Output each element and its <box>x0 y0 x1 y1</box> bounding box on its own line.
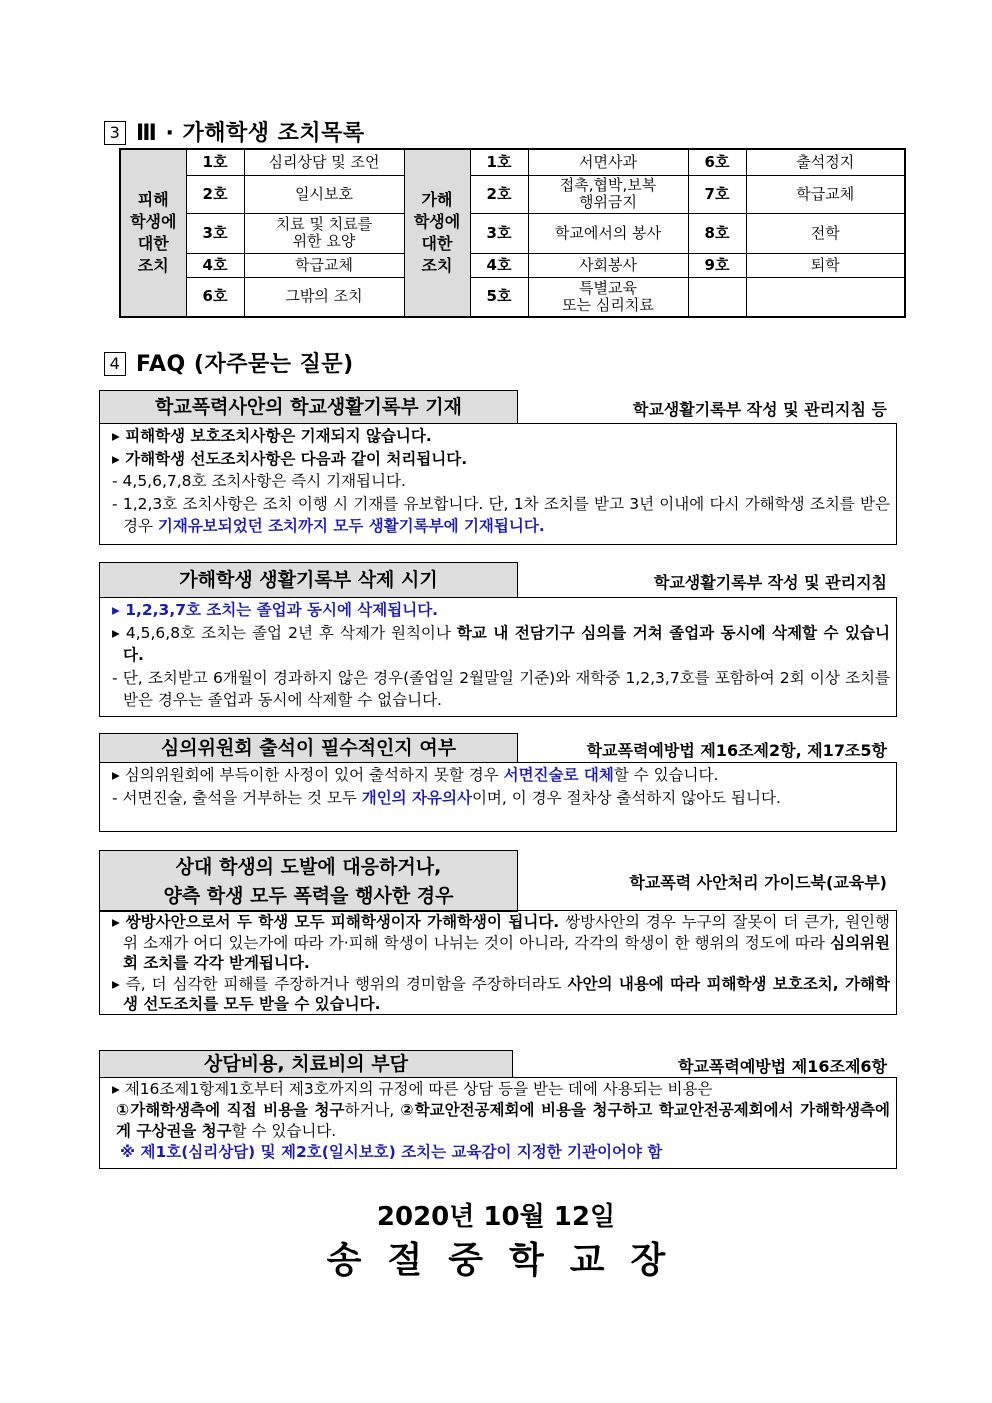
faq4-heading <box>99 850 518 912</box>
section3-title <box>104 116 365 147</box>
faq5-line1: ▸ 제16조제1항제1호부터 제3호까지의 규정에 따른 상담 등을 받는 데에 사용되는 비용은 <box>112 1080 713 1098</box>
faq3-body <box>99 762 897 832</box>
faq5-heading: 상담비용, 치료비의 부담 <box>99 1050 513 1078</box>
offender-measure-no: 3호 <box>470 213 528 253</box>
faq2-line1: ▸ 1,2,3,7호 조치는 졸업과 동시에 삭제됩니다. <box>112 601 439 619</box>
faq1-source: 학교생활기록부 작성 및 관리지침 등 <box>632 400 887 419</box>
faq2-source: 학교생활기록부 작성 및 관리지침 <box>653 573 887 592</box>
offender-measure-text: 출석정지 <box>746 149 905 175</box>
faq4-body <box>99 910 897 1015</box>
faq2-line2: ▸ 4,5,6,8호 조치는 졸업 2년 후 삭제가 원칙이나 학교 내 전담기구 심의를 거쳐 졸업과 동시에 삭제할 수 있습니다. <box>112 623 890 664</box>
faq3-line1: ▸ 심의위원회에 부득이한 사정이 있어 출석하지 못할 경우 서면진술로 대체할 수 있습니다. <box>112 766 719 784</box>
faq2-body <box>99 597 897 717</box>
offender-measure-text: 전학 <box>746 213 905 253</box>
victim-measure-text: 그밖의 조치 <box>244 277 404 317</box>
faq3-heading: 심의위원회 출석이 필수적인지 여부 <box>99 733 518 763</box>
victim-measure-no: 3호 <box>186 213 244 253</box>
faq1-line4: - 1,2,3호 조치사항은 조치 이행 시 기재를 유보합니다. 단, 1차 조치를 받고 3년 이내에 다시 가해학생 조치를 받은 경우 기재유보되었던 조치까지 모두 생활기록부에 기재됩니다. <box>112 494 890 535</box>
offender-measure-no: 7호 <box>688 175 746 213</box>
faq3-source: 학교폭력예방법 제16조제2항, 제17조5항 <box>586 741 887 760</box>
section4-title-text: FAQ (자주묻는 질문) <box>136 352 354 377</box>
faq4-heading-line1: 상대 학생의 도발에 대응하거나, <box>175 856 442 878</box>
footer-date: 2020년 10월 12일 <box>376 1202 616 1232</box>
faq1-line1: ▸ 피해학생 보호조치사항은 기재되지 않습니다. <box>112 427 432 445</box>
faq5-line2: ①가해학생측에 직접 비용을 청구하거나, ②학교안전공제회에 비용을 청구하고 학교안전공제회에서 가해학생측에게 구상권을 청구할 수 있습니다. <box>116 1101 890 1140</box>
faq1-body <box>99 423 897 545</box>
empty-cell <box>688 277 746 317</box>
offender-measure-no: 6호 <box>688 149 746 175</box>
offender-measure-text: 서면사과 <box>528 149 688 175</box>
victim-measure-text: 심리상담 및 조언 <box>244 149 404 175</box>
measures-table <box>119 148 906 318</box>
section3-title-text: Ⅲ · 가해학생 조치목록 <box>136 121 365 146</box>
faq5-body <box>99 1077 897 1169</box>
faq4-line2: ▸ 즉, 더 심각한 피해를 주장하거나 행위의 경미함을 주장하더라도 사안의 내용에 따라 피해학생 보호조치, 가해학생 선도조치를 모두 받을 수 있습니다. <box>112 974 890 1013</box>
faq5-source: 학교폭력예방법 제16조제6항 <box>678 1057 887 1076</box>
victim-measure-text: 일시보호 <box>244 175 404 213</box>
offender-measure-text: 사회봉사 <box>528 253 688 277</box>
victim-measures-label: 피해 학생에 대한 조치 <box>120 149 186 317</box>
offender-measure-text: 특별교육 또는 심리치료 <box>528 277 688 317</box>
victim-measure-text: 치료 및 치료를 위한 요양 <box>244 213 404 253</box>
empty-cell <box>746 277 905 317</box>
offender-measure-no: 9호 <box>688 253 746 277</box>
section3-number: 3 <box>104 121 126 145</box>
offender-measures-label: 가해 학생에 대한 조치 <box>404 149 470 317</box>
victim-measure-no: 4호 <box>186 253 244 277</box>
faq2-line3: - 단, 조치받고 6개월이 경과하지 않은 경우(졸업일 2월말일 기준)와 재학중 1,2,3,7호를 포함하여 2회 이상 조치를 받은 경우는 졸업과 동시에 삭제할 수 없습니다. <box>112 668 890 709</box>
footer-signature: 송절중학교장 <box>326 1240 692 1281</box>
victim-measure-text: 학급교체 <box>244 253 404 277</box>
faq5-note: ※ 제1호(심리상담) 및 제2호(일시보호) 조치는 교육감이 지정한 기관이어야 함 <box>120 1143 663 1161</box>
victim-measure-no: 1호 <box>186 149 244 175</box>
section4-title <box>104 347 354 378</box>
faq4-heading-line2: 양측 학생 모두 폭력을 행사한 경우 <box>163 885 454 907</box>
faq3-line2: - 서면진술, 출석을 거부하는 것 모두 개인의 자유의사이며, 이 경우 절차상 출석하지 않아도 됩니다. <box>112 788 781 807</box>
offender-measure-text: 학급교체 <box>746 175 905 213</box>
faq1-line3: - 4,5,6,7,8호 조치사항은 즉시 기재됩니다. <box>112 472 406 490</box>
offender-measure-no: 4호 <box>470 253 528 277</box>
offender-measure-text: 학교에서의 봉사 <box>528 213 688 253</box>
faq1-heading: 학교폭력사안의 학교생활기록부 기재 <box>99 390 518 424</box>
victim-measure-no: 6호 <box>186 277 244 317</box>
faq4-line1: ▸ 쌍방사안으로서 두 학생 모두 피해학생이자 가해학생이 됩니다. 쌍방사안의 경우 누구의 잘못이 더 큰가, 원인행위 소재가 어디 있는가에 따라 가·피해 학생이 나뉘는 것이 아니라, 각각의 학생이 한 행위의 정도에 따라 심의위원회 조치를 각각 받게됩니다. <box>112 913 890 972</box>
offender-measure-no: 8호 <box>688 213 746 253</box>
faq2-heading: 가해학생 생활기록부 삭제 시기 <box>99 562 518 598</box>
victim-measure-no: 2호 <box>186 175 244 213</box>
offender-measure-text: 접촉,협박,보복 행위금지 <box>528 175 688 213</box>
offender-measure-text: 퇴학 <box>746 253 905 277</box>
section4-number: 4 <box>104 352 126 376</box>
offender-measure-no: 1호 <box>470 149 528 175</box>
faq1-line2: ▸ 가해학생 선도조치사항은 다음과 같이 처리됩니다. <box>112 449 468 468</box>
faq4-source: 학교폭력 사안처리 가이드북(교육부) <box>629 873 887 892</box>
offender-measure-no: 2호 <box>470 175 528 213</box>
offender-measure-no: 5호 <box>470 277 528 317</box>
